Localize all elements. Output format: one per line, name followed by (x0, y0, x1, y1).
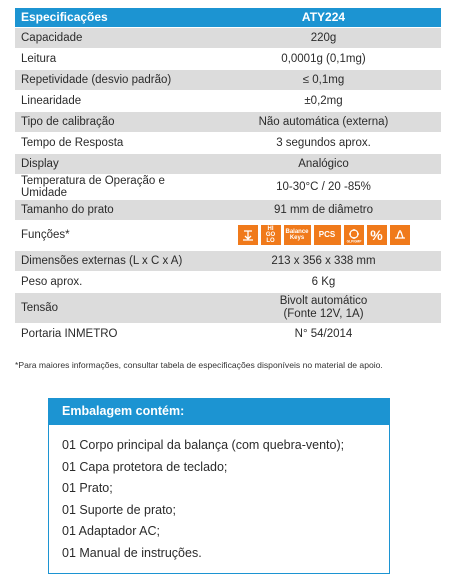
spec-value: 220g (206, 27, 441, 48)
list-item: 01 Prato; (62, 481, 113, 495)
packaging-box (48, 398, 390, 574)
model-name: ATY224 (206, 8, 441, 27)
weighing-icon (238, 225, 258, 245)
list-item: 01 Suporte de prato; (62, 502, 176, 517)
packaging-title: Embalagem contém: (48, 398, 390, 425)
spec-value: N° 54/2014 (206, 323, 441, 344)
spec-row (15, 199, 441, 220)
spec-row (15, 271, 441, 292)
packaging-list (48, 425, 390, 574)
gmp-glp-icon (344, 225, 364, 245)
spec-row (15, 132, 441, 153)
spec-row (15, 90, 441, 111)
spec-value: ±0,2mg (206, 90, 441, 111)
footnote: *Para maiores informações, consultar tabela de especificações disponíveis no material de apoio. (15, 360, 383, 370)
list-item: 01 Manual de instruções. (62, 545, 202, 560)
hi-go-lo-icon: HI GO LO (261, 225, 281, 245)
spec-value: Não automática (externa) (206, 111, 441, 132)
function-icons (206, 220, 441, 250)
below-hook-icon (390, 225, 410, 245)
spec-row (15, 250, 441, 271)
spec-value: 6 Kg (206, 271, 441, 292)
spec-row-functions (15, 220, 441, 250)
spec-value: 3 segundos aprox. (206, 132, 441, 153)
spec-row (15, 48, 441, 69)
pcs-icon: PCS (314, 225, 341, 245)
spec-value: 0,0001g (0,1mg) (206, 48, 441, 69)
spec-label: Display (15, 153, 206, 174)
spec-label: Portaria INMETRO (15, 323, 206, 344)
spec-row (15, 292, 441, 323)
spec-label: Tensão (15, 292, 206, 323)
percent-icon: % (367, 225, 387, 245)
spec-row (15, 323, 441, 344)
spec-label: Tipo de calibração (15, 111, 206, 132)
specifications-header-label: Especificações (15, 8, 206, 27)
svg-text:GLP/GMP: GLP/GMP (346, 239, 361, 243)
list-item: 01 Adaptador AC; (62, 524, 160, 538)
spec-row (15, 153, 441, 174)
spec-value: 10-30°C / 20 -85% (206, 174, 441, 199)
spec-row (15, 111, 441, 132)
specifications-header-row (15, 8, 441, 27)
balance-keys-icon: Balance Keys (284, 225, 311, 245)
spec-row (15, 174, 441, 199)
list-item: 01 Corpo principal da balança (com quebra-vento); (62, 438, 345, 452)
spec-row (15, 27, 441, 48)
spec-value: ≤ 0,1mg (206, 69, 441, 90)
spec-value (206, 292, 441, 323)
voltage-value: Bivolt automático (279, 294, 368, 307)
spec-label: Linearidade (15, 90, 206, 111)
spec-label: Peso aprox. (15, 271, 206, 292)
spec-label: Leitura (15, 48, 206, 69)
spec-label: Capacidade (15, 27, 206, 48)
spec-label: Repetividade (desvio padrão) (15, 69, 206, 90)
specifications-table (15, 8, 441, 345)
spec-label: Funções* (15, 220, 206, 250)
spec-label: Tamanho do prato (15, 199, 206, 220)
spec-value: 91 mm de diâmetro (206, 199, 441, 220)
spec-label: Temperatura de Operação e Umidade (15, 174, 206, 199)
list-item: 01 Capa protetora de teclado; (62, 459, 228, 474)
spec-label: Dimensões externas (L x C x A) (15, 250, 206, 271)
spec-label: Tempo de Resposta (15, 132, 206, 153)
spec-value: 213 x 356 x 338 mm (206, 250, 441, 271)
spec-row (15, 69, 441, 90)
voltage-source-value: (Fonte 12V, 1A) (283, 307, 364, 320)
spec-value: Analógico (206, 153, 441, 174)
